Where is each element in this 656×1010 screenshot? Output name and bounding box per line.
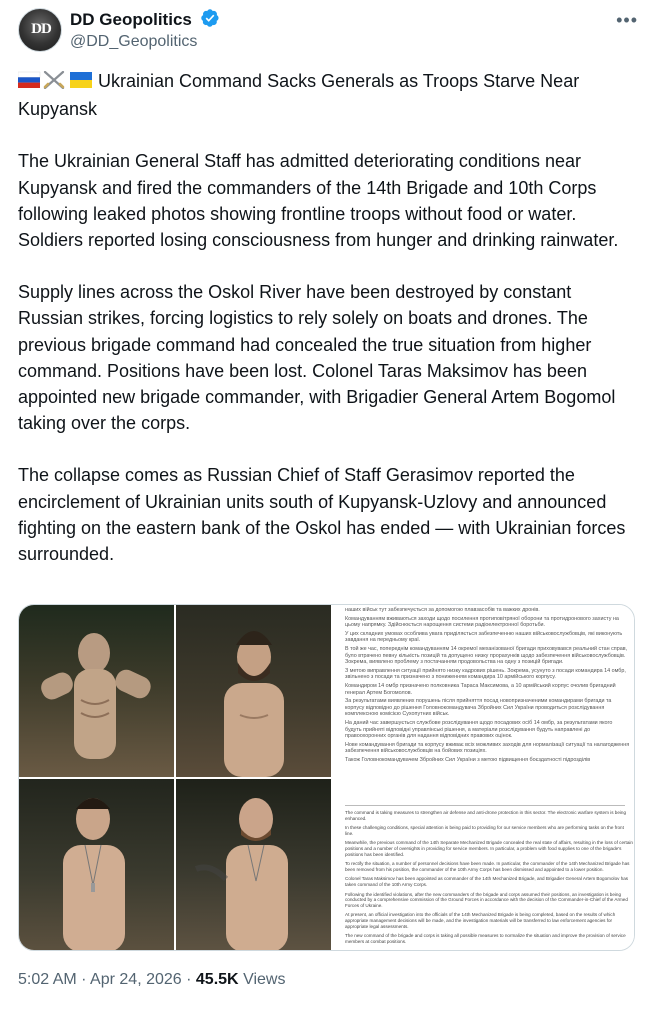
doc-ua-line: Також Головнокомандувачем Збройних Сил України з метою підвищення боєздатності підрозділів [345, 756, 591, 763]
post-time[interactable]: 5:02 AM [18, 971, 77, 988]
separator: · [186, 971, 192, 988]
doc-en-line: The command is taking measures to strengthen air defense and anti-drone protection in this sector. The electronic warfare system is being enhanced. [345, 810, 627, 821]
post-header [18, 8, 638, 56]
separator: · [81, 971, 87, 988]
flags-emoji-icon [18, 70, 94, 96]
doc-ua-line: На даний час завершується службове розслідування щодо посадових осіб 14 омбр, за результатами якого будуть прийняті відповідні управлінські рішення, а матеріали розслідування будуть направлені до правоохоронних органів для надання відповідних правових оцінок. [345, 719, 613, 740]
more-options-icon[interactable]: ••• [616, 10, 638, 30]
photo-soldier-3[interactable] [19, 779, 174, 951]
doc-ua-line: В той же час, попереднім командуванням 14 окремої механізованої бригади приховувався реальний стан справ, було втрачено певну кількість позицій та допущено низку прорахунків щодо забезпечення військовослужбовців. Зокрема, виявлено проблему з постачанням продовольства на одну з позицій бригади. [345, 645, 628, 666]
doc-ua-line: Командиром 14 омбр призначено полковника Тараса Максимова, а 10 армійський корпус очолив бригадний генерал Артем Богомолов. [345, 682, 616, 696]
photo-soldier-4[interactable] [176, 779, 331, 951]
post-title-line [18, 68, 638, 122]
doc-ua-line: У цих складних умовах особлива увага приділяється забезпеченню наших військовослужбовців, які виконують завдання на передньому краї. [345, 630, 623, 644]
account-name[interactable] [70, 8, 220, 34]
doc-ua-line: Нове командування бригади та корпусу вживає всіх можливих заходів для нормалізації ситуації та налагодження забезпечення військовослужбовців на бойових позиціях. [345, 741, 630, 755]
views-count: 45.5K [195, 971, 239, 988]
doc-en-line: The new command of the brigade and corps is taking all possible measures to normalize the situation and improve the provision of service members at combat positions. [345, 933, 626, 944]
post-title: Ukrainian Command Sacks Generals as Troops Starve Near Kupyansk [18, 71, 580, 120]
doc-en-line: Meanwhile, the previous command of the 14th Separate Mechanized Brigade concealed the real state of affairs, resulting in the loss of certain positions and a number of oversights in providing for service members. In particular, a problem with food supplies to one of the brigade's positions has been identified. [345, 840, 633, 857]
doc-ua-line: З метою виправлення ситуації прийнято низку кадрових рішень. Зокрема, усунуто з посади командира 14 омбр, звільнено з посади та призначено з пониженням командира 10 армійського корпусу. [345, 667, 626, 681]
paragraph-2: Supply lines across the Oskol River have been destroyed by constant Russian strikes, forcing logistics to rely solely on boats and drones. The previous brigade command had concealed the true situation from higher command. Positions have been lost. Colonel Taras Maksimov has been appointed new brigade commander, with Brigadier General Artem Bogomol taking over the corps. [18, 282, 616, 434]
avatar-logo-text: DD [31, 21, 51, 37]
verified-badge-icon [200, 8, 220, 34]
doc-en-line: Following the identified violations, after the new commanders of the brigade and corps assumed their positions, an investigation is being conducted by a comprehensive commission of the Ground Forces in accordance with the decision of the Commander-in-Chief of the Armed Forces of Ukraine. [345, 891, 628, 908]
photo-soldier-1[interactable] [19, 605, 174, 777]
doc-ua-line: наших військ тут забезпечується за допомогою плавзасобів та важких дронів. [345, 607, 540, 613]
document-screenshot[interactable] [333, 605, 635, 951]
post-text [18, 68, 638, 593]
paragraph-3: The collapse comes as Russian Chief of Staff Gerasimov reported the encirclement of Ukrainian units south of Kupyansk-Uzlovy and announced fighting on the eastern bank of the Oskol has ended — with Ukrainian forces surrounded. [18, 465, 626, 565]
post-footer [18, 970, 285, 990]
account-name-label[interactable]: DD Geopolitics [70, 10, 192, 29]
document-divider [345, 805, 625, 806]
views-label: Views [243, 971, 286, 988]
document-english-text [345, 810, 633, 948]
doc-en-line: To rectify the situation, a number of personnel decisions have been made. In particular, the commander of the 14th Mechanized Brigade has been removed from his position, the commander of the 10th Army Corps has been dismissed and appointed to a lower position. [345, 861, 630, 872]
doc-en-line: Colonel Taras Maksimov has been appointed as commander of the 14th Mechanized Brigade, and Brigadier General Artem Bogomolov has taken command of the 10th Army Corps. [345, 876, 629, 887]
doc-ua-line: Командуванням вживаються заходи щодо посилення протиповітряної оборони та протидронового захисту на цьому напрямку. Здійснюється нарощення системи радіоелектронної боротьби. [345, 615, 619, 629]
document-ukrainian-text [345, 607, 630, 765]
doc-ua-line: За результатами виявлених порушень після прийняття посад новопризначеними командирами бригади та корпусу відповідно до рішення Головнокомандувача Збройних Сил України проводиться розслідування комплексною комісією Сухопутних військ. [345, 698, 612, 718]
avatar[interactable] [18, 8, 62, 52]
account-handle[interactable]: @DD_Geopolitics [70, 33, 198, 50]
post-date[interactable]: Apr 24, 2026 [90, 971, 182, 988]
doc-en-line: At present, an official investigation into the officials of the 14th Mechanized Brigade is being completed, based on the results of which appropriate management decisions will be made, and the investigation materials will be transferred to law enforcement agencies for appropriate legal assessments. [345, 912, 616, 929]
doc-en-line: In these challenging conditions, special attention is being paid to providing for our service members who are performing tasks on the front line. [345, 825, 624, 836]
photo-soldier-2[interactable] [176, 605, 331, 777]
media-grid[interactable] [18, 604, 635, 951]
paragraph-1: The Ukrainian General Staff has admitted deteriorating conditions near Kupyansk and fired the commanders of the 14th Brigade and 10th Corps following leaked photos showing frontline troops without food or water. Soldiers reported losing consciousness from hunger and drinking rainwater. [18, 151, 619, 251]
